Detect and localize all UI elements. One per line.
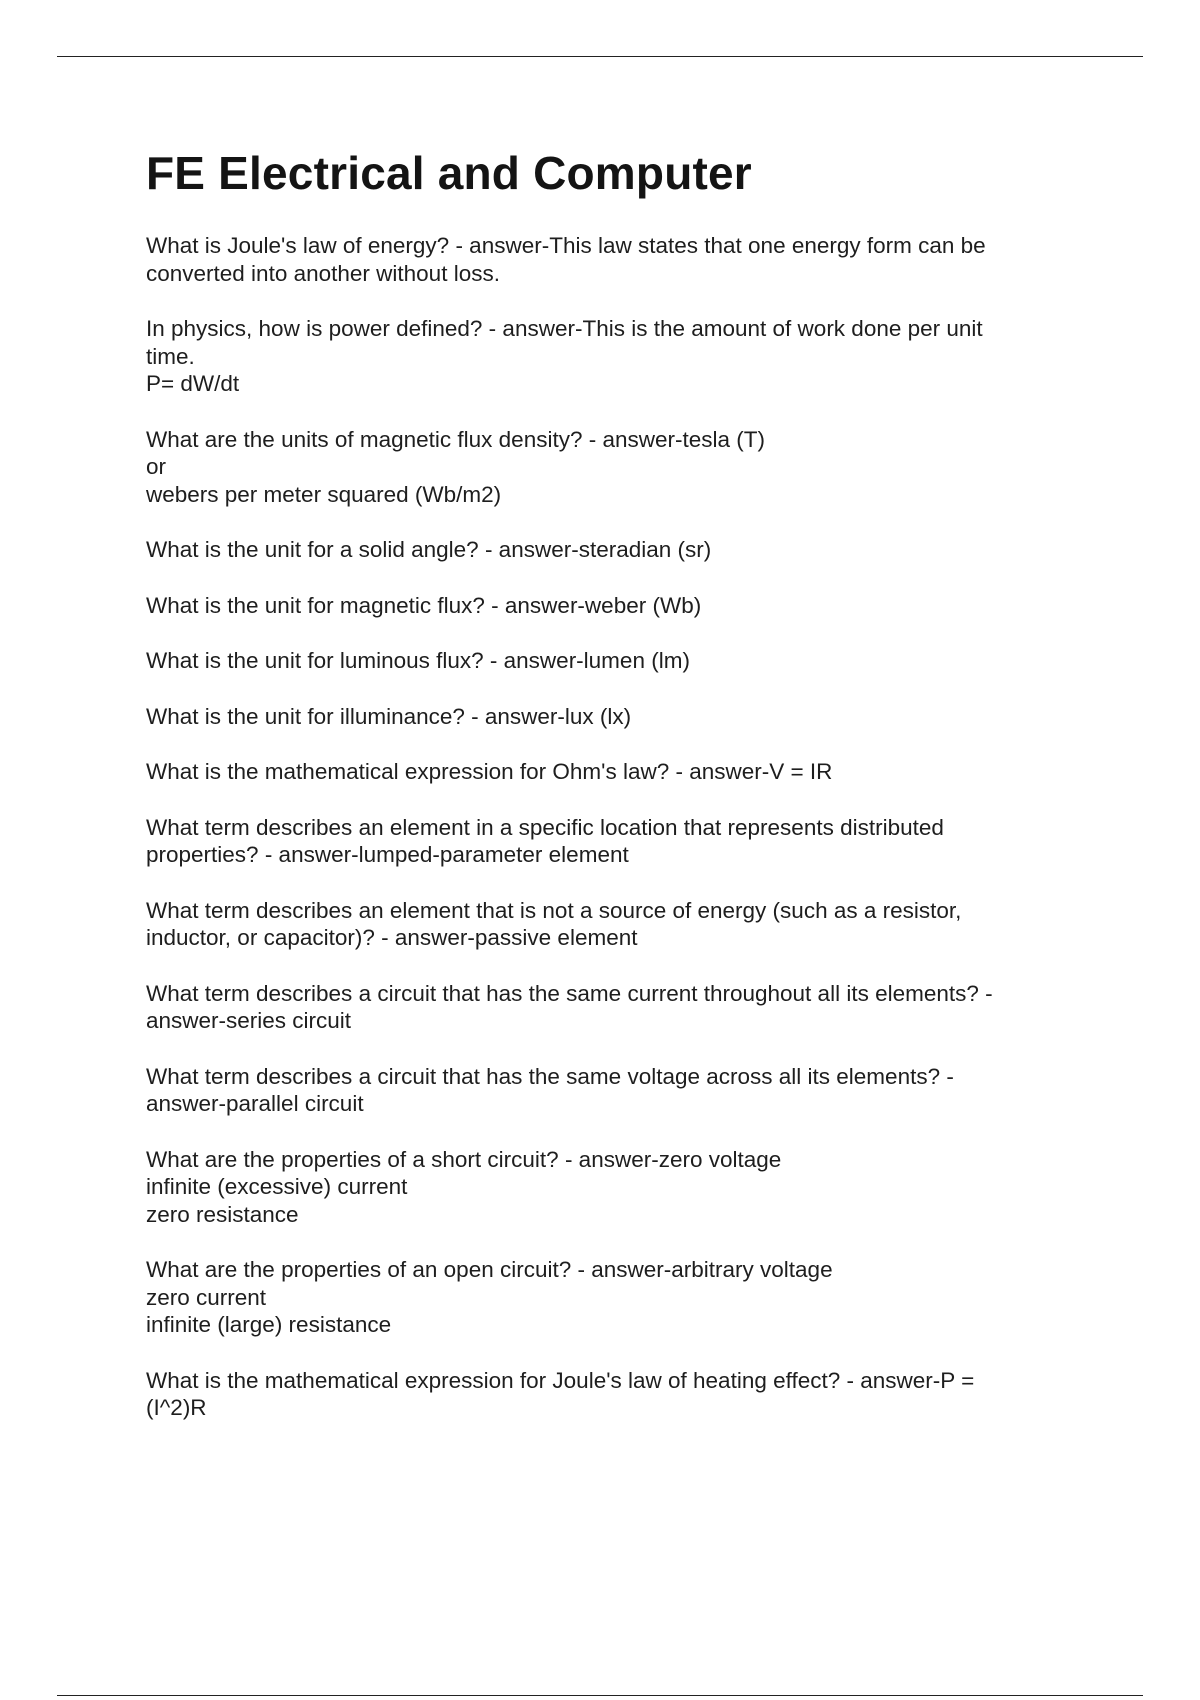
qa-entry-luminous-flux-unit: What is the unit for luminous flux? - answer-lumen (lm) bbox=[146, 648, 690, 673]
qa-entry-power-definition: In physics, how is power defined? - answer-This is the amount of work done per unit time. P= dW/dt bbox=[146, 316, 983, 396]
document-title: FE Electrical and Computer bbox=[146, 147, 752, 199]
qa-list bbox=[146, 232, 1066, 1422]
qa-entry-magnetic-flux-unit: What is the unit for magnetic flux? - answer-weber (Wb) bbox=[146, 592, 702, 618]
qa-entry-magnetic-flux-density-units: What are the units of magnetic flux density? - answer-tesla (T) or webers per meter squared (Wb/m2) bbox=[146, 426, 766, 507]
qa-entry-joules-law-energy: What is Joule's law of energy? - answer-This law states that one energy form can be converted into another without loss. bbox=[146, 233, 986, 286]
qa-entry-solid-angle-unit: What is the unit for a solid angle? - answer-steradian (sr) bbox=[146, 537, 712, 562]
top-divider bbox=[57, 56, 1143, 57]
qa-entry-series-circuit: What term describes a circuit that has the same current throughout all its elements? - answer-series circuit bbox=[146, 980, 993, 1033]
qa-entry-passive-element: What term describes an element that is not a source of energy (such as a resistor, inductor, or capacitor)? - answer-passive element bbox=[146, 897, 962, 950]
qa-entry-open-circuit-properties: What are the properties of an open circuit? - answer-arbitrary voltage zero current infinite (large) resistance bbox=[146, 1257, 833, 1337]
bottom-divider bbox=[57, 1695, 1143, 1696]
qa-entry-ohms-law: What is the mathematical expression for Ohm's law? - answer-V = IR bbox=[146, 759, 833, 784]
qa-entry-joules-law-heating: What is the mathematical expression for Joule's law of heating effect? - answer-P = (I^2)R bbox=[146, 1367, 975, 1420]
qa-entry-short-circuit-properties: What are the properties of a short circuit? - answer-zero voltage infinite (excessive) current zero resistance bbox=[146, 1146, 782, 1227]
document-body bbox=[146, 144, 1066, 1450]
qa-entry-illuminance-unit: What is the unit for illuminance? - answer-lux (lx) bbox=[146, 703, 632, 729]
qa-entry-lumped-parameter-element: What term describes an element in a specific location that represents distributed properties? - answer-lumped-parameter element bbox=[146, 814, 944, 867]
qa-entry-parallel-circuit: What term describes a circuit that has the same voltage across all its elements? - answer-parallel circuit bbox=[146, 1063, 954, 1116]
